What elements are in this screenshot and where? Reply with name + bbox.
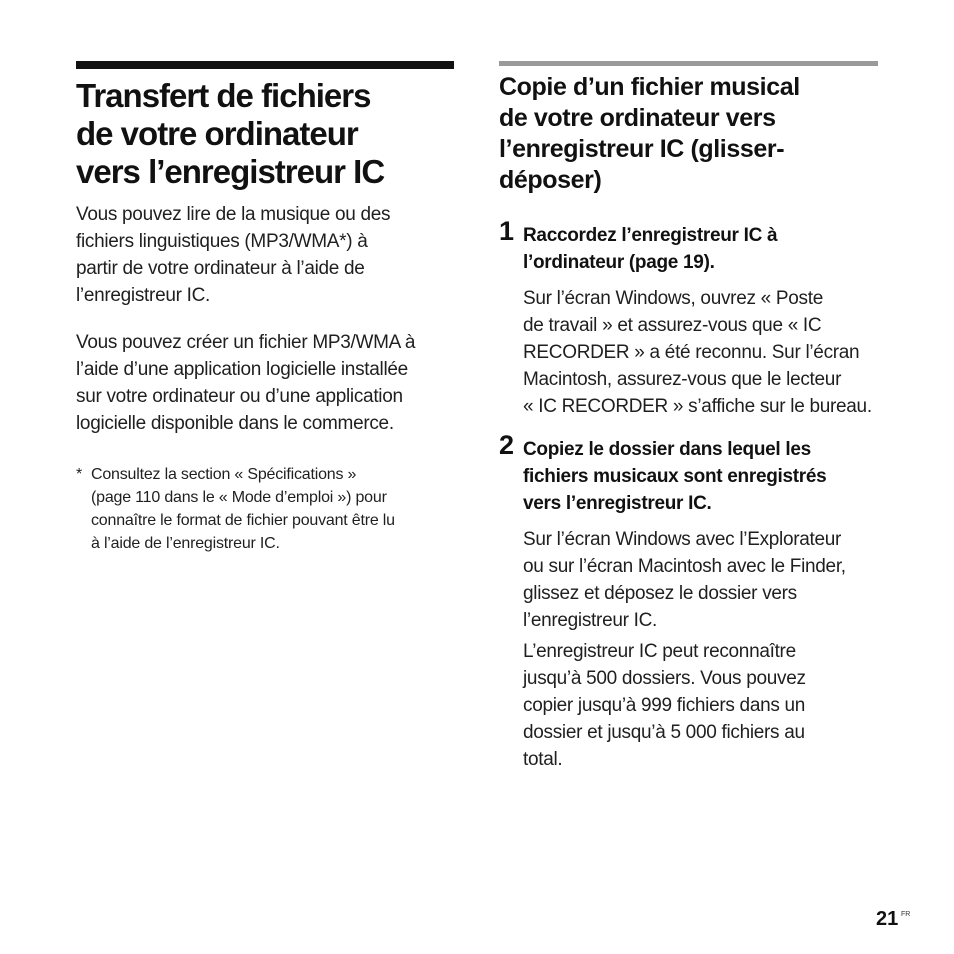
section-rule [499,61,878,66]
text-line: Vous pouvez lire de la musique ou des [76,204,391,225]
section-title [499,72,879,196]
text-line: dossier et jusqu’à 5 000 fichiers au [523,722,805,743]
step-2 [499,430,879,773]
step-heading [523,436,879,517]
text-line: copier jusqu’à 999 fichiers dans un [523,695,806,716]
text-line: l’enregistreur IC. [76,285,210,306]
footnote-line: (page 110 dans le « Mode d’emploi ») pour [91,489,387,506]
intro-paragraph-2 [76,329,456,437]
step-number: 2 [499,430,515,460]
step-1 [499,216,879,420]
text-line: Sur l’écran Windows, ouvrez « Poste [523,288,823,309]
step-body [523,285,879,420]
footnote-line: connaître le format de fichier pouvant être lu [91,512,395,529]
text-line: de travail » et assurez-vous que « IC [523,315,822,336]
text-line: total. [523,749,563,770]
text-line: Macintosh, assurez-vous que le lecteur [523,369,842,390]
step-note [523,638,879,773]
text-line: Vous pouvez créer un fichier MP3/WMA à [76,332,416,353]
left-column [76,61,456,555]
footnote-line: Consultez la section « Spécifications » [91,466,357,483]
footnote [76,463,456,555]
section-title-line: l’enregistreur IC (glisser- [499,135,785,163]
footnote-marker: * [76,466,83,483]
intro-paragraph-1 [76,201,456,309]
step-heading-line: vers l’enregistreur IC. [523,493,712,514]
page-title-line: de votre ordinateur [76,115,358,152]
step-heading [523,222,879,276]
text-line: ou sur l’écran Macintosh avec le Finder, [523,556,846,577]
text-line: jusqu’à 500 dossiers. Vous pouvez [523,668,806,689]
text-line: fichiers linguistiques (MP3/WMA*) à [76,231,368,252]
text-line: l’enregistreur IC. [523,610,657,631]
step-heading-line: Raccordez l’enregistreur IC à [523,225,778,246]
page-title-line: Transfert de fichiers [76,77,371,114]
step-number: 1 [499,216,515,246]
page-title [76,77,456,191]
step-heading-line: fichiers musicaux sont enregistrés [523,466,827,487]
page-title-line: vers l’enregistreur IC [76,153,385,190]
title-rule [76,61,454,69]
page-number: 21 [876,908,899,930]
section-title-line: Copie d’un fichier musical [499,73,800,101]
text-line: L’enregistreur IC peut reconnaître [523,641,796,662]
right-column [499,61,879,773]
step-heading-line: l’ordinateur (page 19). [523,252,715,273]
text-line: « IC RECORDER » s’affiche sur le bureau. [523,396,872,417]
text-line: glissez et déposez le dossier vers [523,583,797,604]
footnote-line: à l’aide de l’enregistreur IC. [91,535,280,552]
section-title-line: de votre ordinateur vers [499,104,776,132]
section-title-line: déposer) [499,166,602,194]
text-line: l’aide d’une application logicielle installée [76,359,408,380]
text-line: RECORDER » a été reconnu. Sur l’écran [523,342,860,363]
text-line: Sur l’écran Windows avec l’Explorateur [523,529,842,550]
text-line: partir de votre ordinateur à l’aide de [76,258,365,279]
text-line: logicielle disponible dans le commerce. [76,413,394,434]
step-heading-line: Copiez le dossier dans lequel les [523,439,811,460]
language-code: FR [901,911,911,918]
text-line: sur votre ordinateur ou d’une application [76,386,403,407]
step-body [523,526,879,634]
